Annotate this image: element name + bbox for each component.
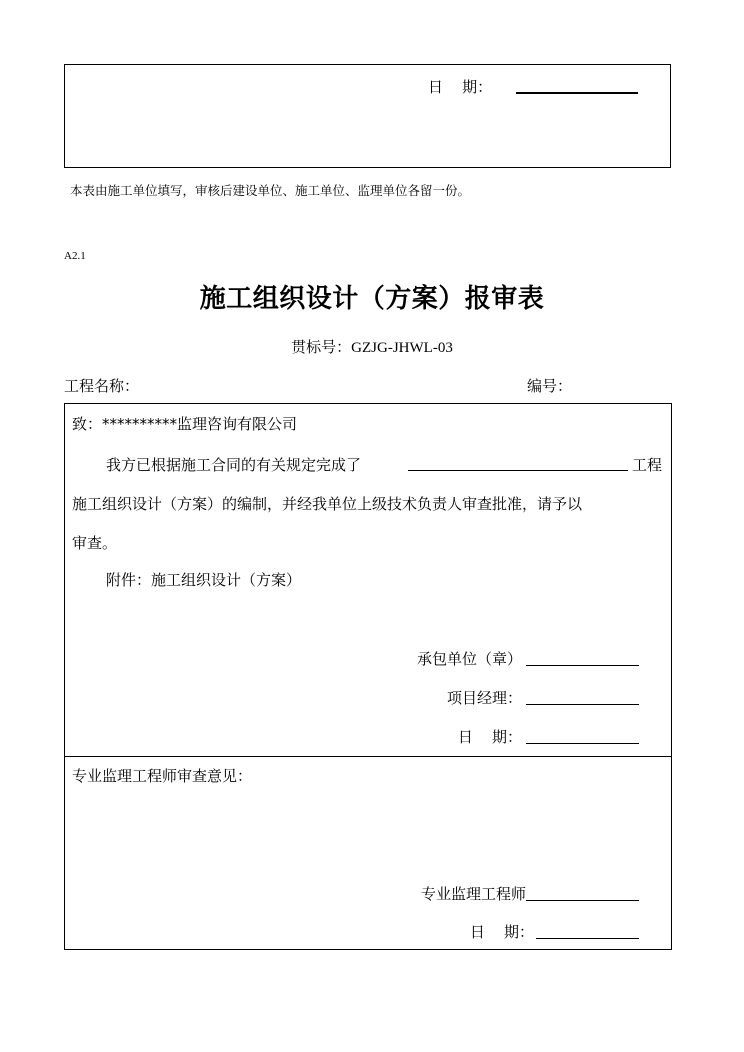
review-date-label: 日 期： bbox=[469, 923, 534, 941]
review-date-field[interactable] bbox=[536, 938, 639, 939]
body-paragraph-start: 我方已根据施工合同的有关规定完成了 bbox=[106, 456, 362, 474]
engineer-signature-field[interactable] bbox=[526, 900, 639, 901]
body-paragraph-line2: 施工组织设计（方案）的编制，并经我单位上级技术负责人审查批准，请予以 bbox=[72, 495, 583, 513]
serial-number bbox=[0, 336, 744, 357]
project-manager-label: 项目经理： bbox=[446, 689, 522, 707]
number-label: 编号： bbox=[527, 377, 573, 395]
form-code: A2.1 bbox=[64, 250, 86, 262]
body-paragraph-line3: 审查。 bbox=[72, 534, 118, 552]
project-name-label: 工程名称： bbox=[64, 377, 140, 395]
contractor-field[interactable] bbox=[526, 665, 639, 666]
project-name-blank[interactable] bbox=[408, 470, 628, 471]
page-title: 施工组织设计（方案）报审表 bbox=[199, 284, 545, 314]
body-project-suffix: 工程 bbox=[632, 456, 663, 474]
previous-form-box bbox=[64, 64, 671, 168]
review-heading: 专业监理工程师审查意见： bbox=[72, 767, 253, 785]
submission-date-label: 日 期： bbox=[457, 728, 522, 746]
top-date-label: 日 期： bbox=[428, 78, 493, 96]
table-row-divider bbox=[64, 756, 672, 757]
top-date-field[interactable] bbox=[516, 92, 638, 94]
project-manager-field[interactable] bbox=[526, 704, 639, 705]
serial-label: 贯标号： bbox=[291, 338, 352, 356]
engineer-label: 专业监理工程师 bbox=[420, 885, 526, 903]
attachment-line: 附件：施工组织设计（方案） bbox=[106, 571, 302, 589]
submission-table bbox=[64, 403, 672, 950]
submission-date-field[interactable] bbox=[526, 743, 639, 744]
contractor-label: 承包单位（章） bbox=[416, 650, 522, 668]
form-note: 本表由施工单位填写，审核后建设单位、施工单位、监理单位各留一份。 bbox=[70, 183, 471, 198]
serial-value: GZJG-JHWL-03 bbox=[351, 340, 453, 356]
addressee-line: 致：**********监理咨询有限公司 bbox=[72, 415, 298, 433]
